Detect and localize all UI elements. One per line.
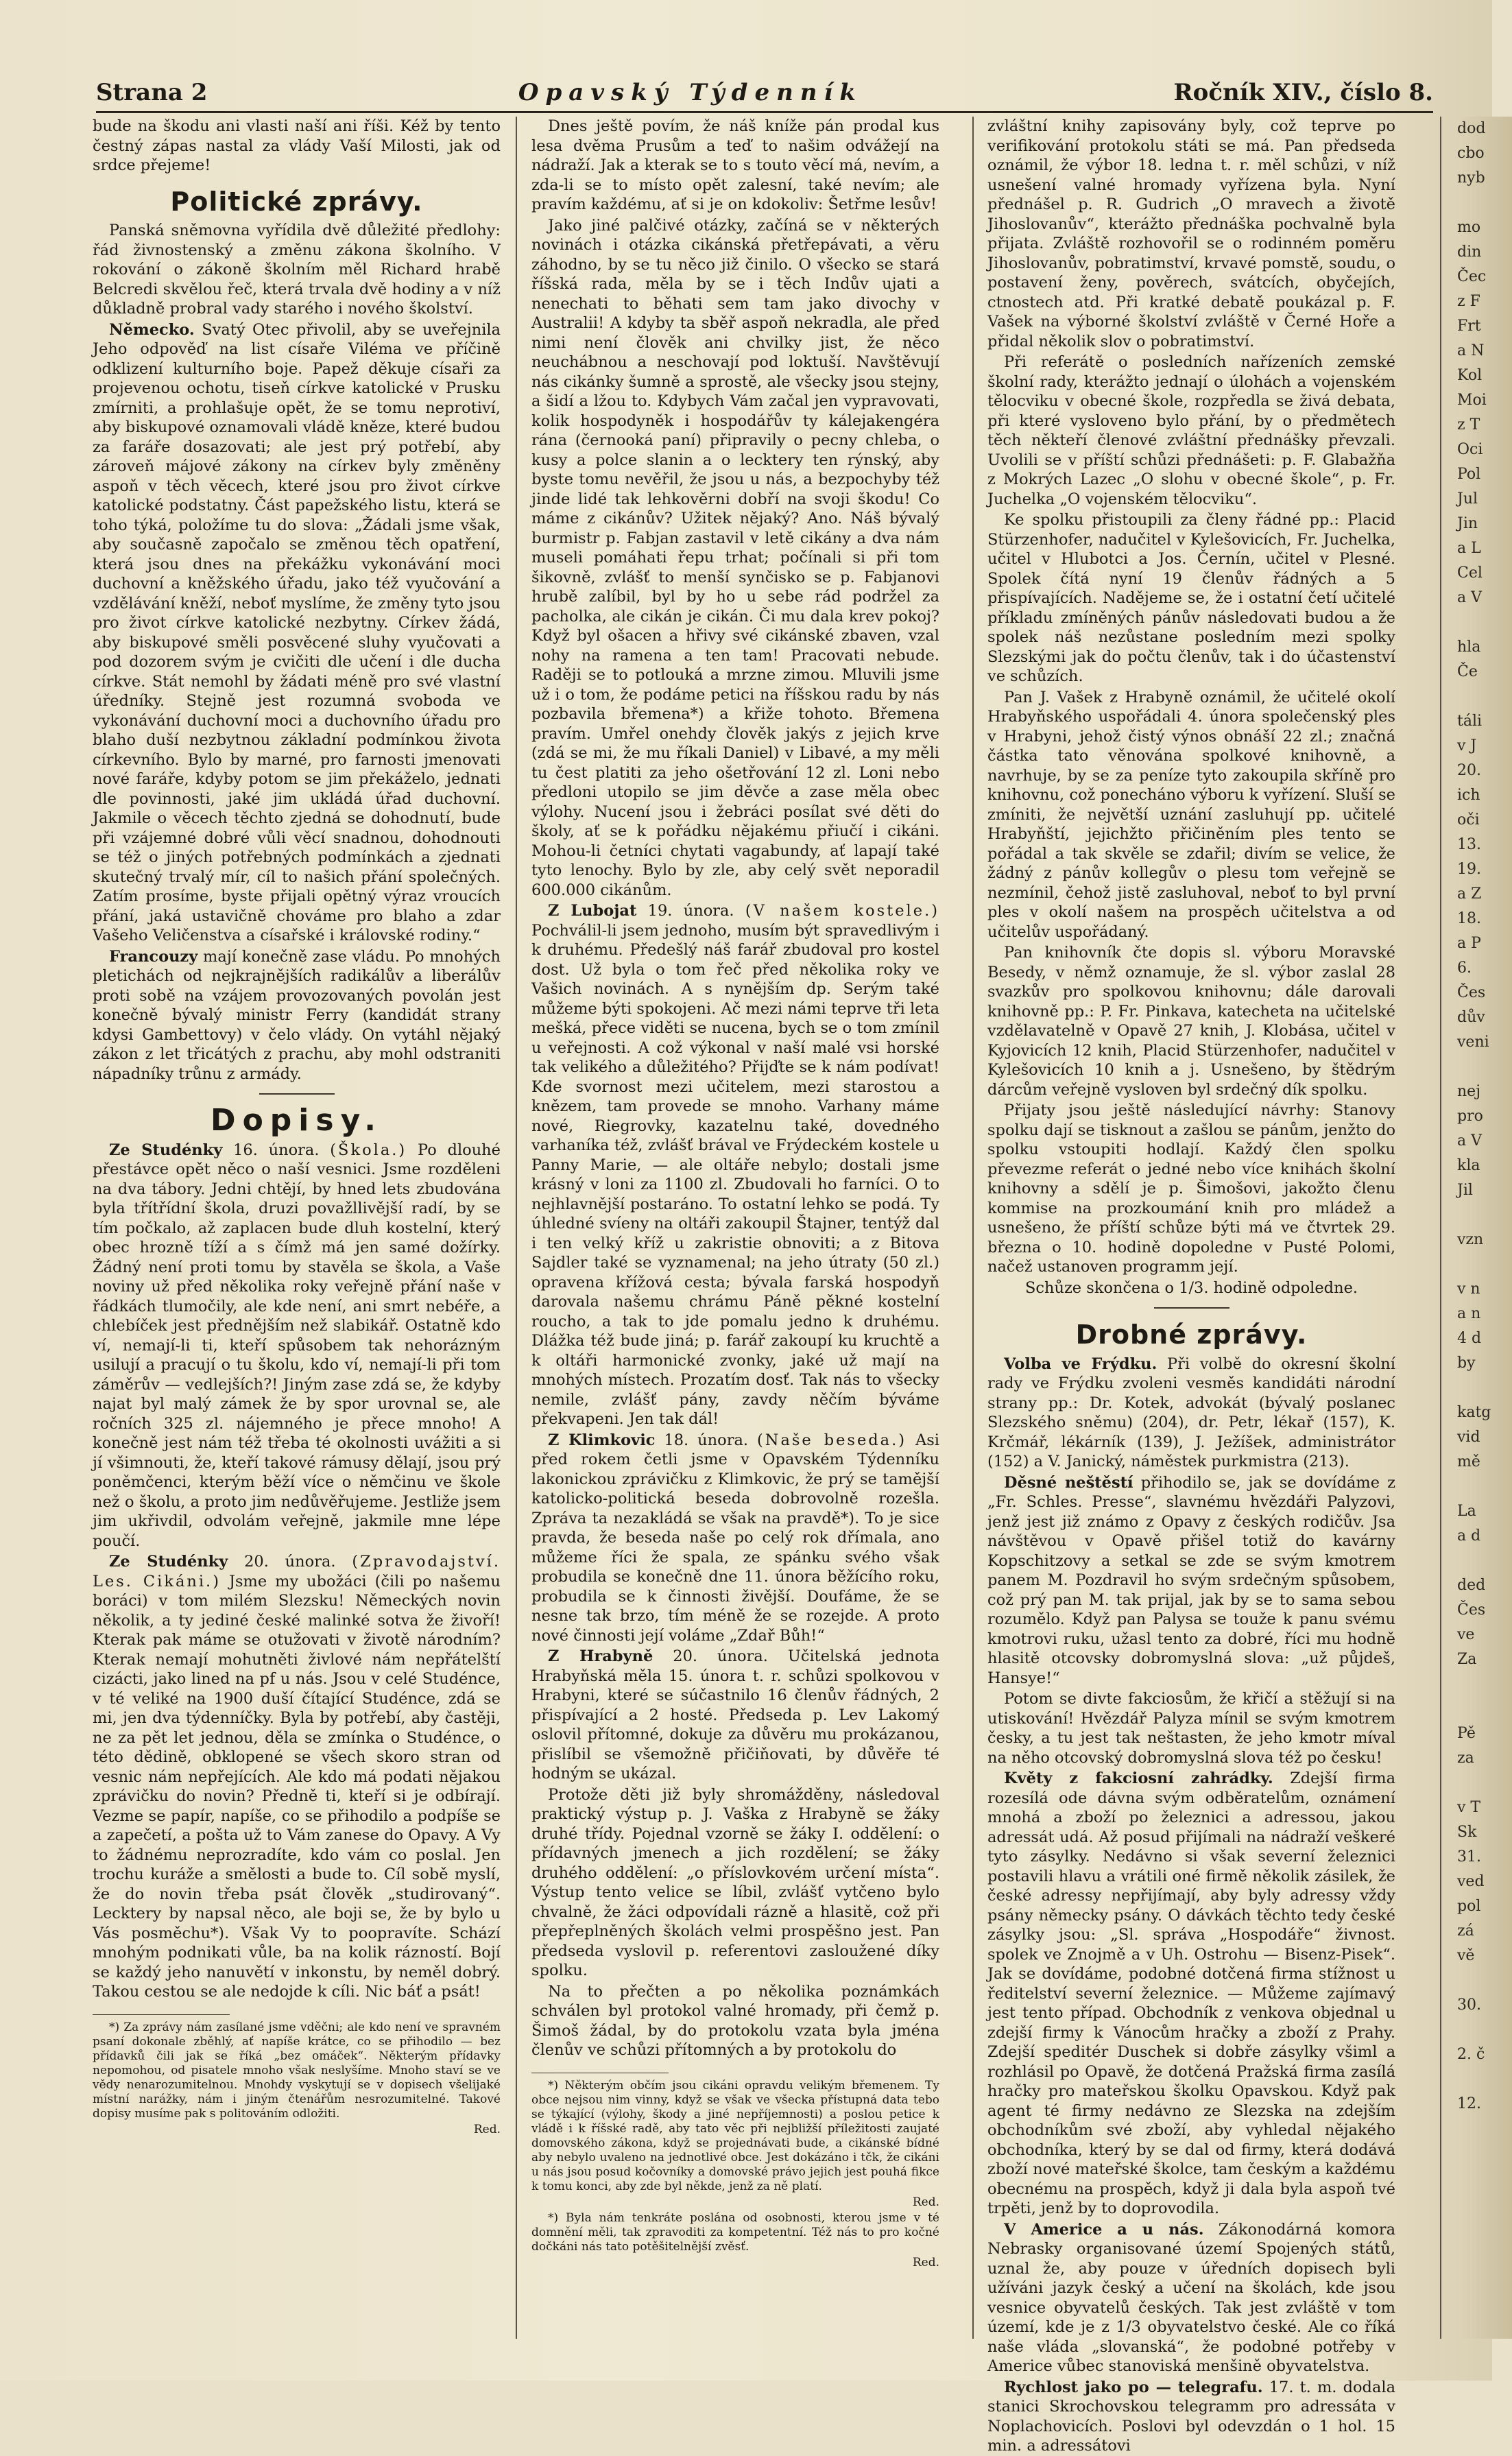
letter-topic: (V našem kostele.)	[745, 902, 940, 920]
letter-date: 19. února.	[636, 902, 745, 920]
letter-date: 16. února.	[222, 1141, 331, 1159]
adjacent-page-text	[1457, 1376, 1512, 1400]
article-paragraph: Dnes ještě povím, že náš kníže pán prodal kus lesa dvěma Prusům a teď to našim odvážejí na nádraží. Jak a kterak se to s touto věcí má, nevím, a zda-li se to místo opět zalesní, také nevím; ale pravím každému, ať si je on kdokoliv: Šetřme lesův!	[531, 117, 939, 213]
adjacent-page-text: a P	[1457, 935, 1481, 952]
adjacent-page-text: pol	[1457, 1898, 1481, 1915]
article-continuation: bude na škodu ani vlasti naší ani říši. Kéž by tento čestný zápas nastal za vlády Vaší Milosti, jak od srdce přejeme!	[93, 117, 501, 174]
letter-lead: Ze Studénky	[109, 1141, 223, 1159]
adjacent-page-text: 30.	[1457, 1996, 1481, 2014]
adjacent-page-text: Pol	[1457, 466, 1481, 483]
section-heading-news: Drobné zprávy.	[1075, 1320, 1308, 1350]
adjacent-page-text: 18.	[1457, 910, 1481, 927]
adjacent-page-text: vě	[1457, 1947, 1475, 1964]
adjacent-page-text: Čes	[1457, 984, 1486, 1001]
article-paragraph: Pan knihovník čte dopis sl. výboru Moravské Besedy, v němž oznamuje, že sl. výbor zaslal 28 svazkův pro spolkovou knihovnu; dále darovali knihovně pp.: P. Fr. Pinkava, katecheta na učitelské vzdělavatelně v Opavě 27 knih, J. Klobása, učitel v Kyjovicích 12 knih, Placid Stürzenhofer, nadučitel v Kylešovicích 10 knih a j. Usnešeno, by štědrým dárcům veřejně vysloven byl srdečný dík spolku.	[987, 944, 1395, 1099]
letter-paragraph	[531, 901, 939, 1429]
adjacent-page-text: ded	[1457, 1577, 1486, 1594]
letter-paragraph	[93, 1141, 501, 1551]
adjacent-page-text	[1457, 1203, 1512, 1228]
footnote: *) Byla nám tenkráte poslána od osobnosti, kterou jsme v té domnění měli, tak zpravoditi za kompetentní. Též nás to pro kočné dočkáni nás tato potěšitelnější zvěsť.	[531, 2210, 939, 2254]
adjacent-page-text: nyb	[1457, 169, 1485, 187]
adjacent-page-text: a V	[1457, 589, 1482, 606]
letter-text: Po dlouhé přestávce opět něco o naší vesnici. Jsme rozděleni na dva tábory. Jedni chtějí, by hned lets zbudována byla třítřídní škola, druzi považllivější radí, by se tím počkalo, až zaplacen bude dluh kostelní, který obec hrozně tíží a s čímž má jen samé dožírky. Žádný není proti tomu by stavěla se škola, a Vaše noviny už před několika roky veřejně přání naše v řádkách tlumočily, ale kde není, ani smrt nebéře, a chlebíček jest přednějším než slabikář. Ostatně kdo ví, nemají-li ti, kteří spůsobem tak nehorázným usilují a pracují o tu školu, kdo ví, nemají-li při tom záměrův — vedlejších?! Jiným zase zdá se, že kdyby najat byl malý zámek že by spor urovnal se, ale ročních 325 zl. nájemného je přece mnoho! A konečně jest nám též třeba té okolnosti uvážiti a si jí všimnouti, že, kteří takové rámusy dělají, jsou prý poněmčenci, kterým běží více o němčinu ve škole než o školu, a proto jim nedůvěřujeme. Jestliže jsem jim ukřivdil, odvolám veřejně, jakmile mne lépe poučí.	[93, 1141, 501, 1550]
news-item	[987, 2220, 1395, 2376]
letter-text: Pochválil-li jsem jednoho, musím být spravedlivým i k druhému. Předešlý náš farář zbudoval pro kostel dost. Už byla o tom řeč před několika roky ve Vašich novinách. A s nynějším dp. Serým také můžeme býti spokojeni. Ač mezi námi teprve tři leta mešká, přece viděti se nucena, bych se o tom zmínil u veřejnosti. A což výkonal v naší malé vsi horské tak velikého a důležitého? Přijďte se k nám podívat! Kde svornost mezi učitelem, mezi starostou a knězem, tam provede se mnoho. Varhany máme nové, Riegrovky, kazatelnu také, dovedného varhaníka též, zvlášť brával ve Frýdeckém kostele u Panny Marie, — ale oltáře nebylo; dostali jsme krásný v loni za 1100 zl. Zbudovali ho farníci. O to nejhlavnější postaráno. To ostatní lehko se podá. Ty úhledné svíeny na oltáři zakoupil Štajner, tentýž dal i ten velký kříž u zakristie obnoviti; a z Bitova Sajdler také se vyznamenal; na jeho útraty (50 zl.) opravena křížová cesta; bývala farská hospodyň darovala našemu chrámu Páně pěkné kostelní roucho, a tak to jde pomalu jedno k druhému. Dlážka též bude jiná; p. farář zakoupí ku kruchtě a k oltáři harmonické zvonky, jaké už mají na mnohých místech. Prozatím dosť. Tak nás to všecky nemile, zvlášť pány, zavdy něčím býváme překvapeni. Jen tak dál!	[531, 921, 939, 1428]
adjacent-page-text: mo	[1457, 219, 1481, 236]
adjacent-page-text: z T	[1457, 416, 1480, 433]
letter-text: Asi před rokem četli jsme v Opavském Týdenníku lakonickou zprávičku z Klimkovic, že prý se tamější katolicko-politická beseda dobrovolně rozešla. Zpráva ta nezakládá se však na pravdě*). To je sice pravda, že beseda naše po celý rok dřímala, ano můžeme říci že spala, ze spánku svého však probudila se konečně dne 11. února běžícího roku, probudila se k činnosti živější. Doufáme, že se nesne tak brzo, tím méně že se rozejde. A proto nové činnosti její voláme „Zdař Bůh!“	[531, 1431, 939, 1645]
adjacent-page-text	[1457, 684, 1512, 709]
letter-text: Učitelská jednota Hrabyňská měla 15. února t. r. schůzi spolkovou v Hrabyni, které se súčastnilo 16 členův řádných, 2 přispívající a 2 hosté. Předseda p. Lev Lakomý oslovil přítomné, dokuje za důvěru mu prokázanou, přislíbil se všemožně přičiňovati, by důvěře té hodným se ukázal.	[531, 1647, 939, 1783]
article-paragraph: Protože děti již byly shromážděny, následoval praktický výstup p. J. Vaška z Hrabyně se žáky druhé třídy. Pojednal vzorně se žáky I. oddělení: o přídavných jmenech a jich rozdělení; se žáky druhého oddělení: „o příslovkovém určení místa“. Výstup tento velice se líbil, zvlášť vytčeno bylo chvalně, že žáci odpovídali rázně a hlasitě, což při přepřeplněných školách velmi prospěšno jest. Pan předseda vyslovil p. referentovi zasloužené díky spolku.	[531, 1785, 939, 1979]
news-text: Zákonodárná komora Nebrasky organisované území Spojených států, uznal že, aby pouze v úředních dopisech byli užíváni jazyk český a učení na školách, kde jsou vesnice obyvatelů českých. Tak jest zvláště v tom území, kde je z 1/3 obyvatelstvo české. Ale co říká naše vláda „slovanská“, že podobné potřeby v Americe vůbec stanoviská menšině obyvatelstva.	[987, 2220, 1395, 2375]
footnote-signature: Red.	[473, 2122, 501, 2136]
letter-paragraph	[93, 1552, 501, 2002]
news-text: přihodilo se, jak se dovídáme z „Fr. Schles. Presse“, slavnému hvězdáři Palyzovi, jenž jest již známo z Opavy z českých rodičův. Jsa návštěvou v Opavě přišel totiž do kavárny Kopschitzovy a setkal se zde se svým kmotrem panem M. Pozdravil ho svým srdečným spůsobem, což prý pan M. tak prijal, jak by se to sama sebou rozumělo. Když pan Palysa se touže k panu svému kmotrovi ruku, užasl tento za dobré, říci mu hodně hlasitě otcovsky dobromyslná slova: „už půjdeš, Hansye!“	[987, 1473, 1395, 1687]
adjacent-page-text: La	[1457, 1503, 1476, 1520]
adjacent-page-text: Pě	[1457, 1725, 1476, 1742]
article-paragraph: Pan J. Vašek z Hrabyně oznámil, že učitelé okolí Hrabyňského uspořádali 4. února společenský ples v Hrabyni, jehož čistý výnos obnáší 22 zl.; značná částka tato věnována spolkové knihovně, a navrhuje, by se za peníze tyto zakoupila skříně pro knihovnu, což ponecháno výboru k vyřízení. Sluší se zmíniti, že největší uznání zasluhují pp. učitelé Hrabyňští, jejichžto přičiněním ples tento se pořádal a tak skvěle se zdařil; divím se velice, že žádný z pánův kollegův o plesu tom veřejně se nezmínil, čehož jistě zasluhoval, neboť to byl první ples v okolí našem na prospěch učitelstva a od učitelův uspořádaný.	[987, 688, 1395, 941]
divider	[1154, 1307, 1229, 1309]
footnote: *) Některým občím jsou cikáni opravdu velikým břemenem. Ty obce nejsou nim vinny, když se však ve všecka přístupná data tebo se týkající (výlohy, škody a jiné nepříjemnosti) a poslou petice k vládě i k říšské radě, aby tato věc při nejbližší příležitosti zaujaté domovského zákona, když se projednávati bude, a cikánské bídné aby nebylo uvaleno na jednotlivé obce. Jest dokázáno i tčk, že cikáni u nás jsou posud kočovníky a domovské právo jejich jest pouhá fikce k tomu konci, aby zde byl někde, jenž za ně platí.	[531, 2078, 939, 2193]
adjacent-page-text: vzn	[1457, 1231, 1484, 1248]
adjacent-page-text	[1457, 1055, 1512, 1080]
footnote-signature: Red.	[912, 2195, 939, 2209]
adjacent-page-text: Če	[1457, 663, 1478, 680]
adjacent-page-text: Frt	[1457, 318, 1481, 335]
letter-lead: Z Lubojat	[548, 902, 637, 920]
adjacent-page-text: Moi	[1457, 392, 1487, 409]
adjacent-page-text: ved	[1457, 1873, 1485, 1890]
column-3	[987, 117, 1395, 2455]
column-rule	[1440, 117, 1441, 2339]
adjacent-page-text: zá	[1457, 1922, 1474, 1940]
adjacent-page-text: a Z	[1457, 885, 1482, 903]
masthead	[96, 63, 1433, 113]
adjacent-page-text: dod	[1457, 120, 1486, 137]
adjacent-page-text: Sk	[1457, 1824, 1477, 1841]
adjacent-page-text: Jul	[1457, 490, 1478, 508]
letter-topic: (Škola.)	[330, 1141, 407, 1159]
letter-paragraph	[531, 1647, 939, 1784]
adjacent-page-text: Oci	[1457, 441, 1483, 458]
letter-lead: Z Hrabyně	[548, 1647, 653, 1665]
adjacent-page-text	[1457, 1968, 1512, 1993]
letter-paragraph	[531, 1431, 939, 1646]
adjacent-page-text	[1457, 1771, 1512, 1796]
footnote-signature: Red.	[912, 2255, 939, 2269]
news-lead: Květy z fakciosní zahrádky.	[1004, 1769, 1273, 1787]
article-lead: Francouzy	[109, 947, 198, 966]
adjacent-page-text: za	[1457, 1750, 1474, 1767]
adjacent-page-text	[1457, 1549, 1512, 1573]
adjacent-page-text: veni	[1457, 1034, 1489, 1051]
letter-date: 20. února.	[653, 1647, 788, 1665]
newspaper-title: Opavský Týdenník	[518, 79, 863, 106]
page-number: Strana 2	[96, 79, 208, 106]
article-paragraph: Jako jiné palčivé otázky, začíná se v některých novinách i otázka cikánská přetřepávati, a věru záhodno, by se tu něco již činilo. O všecko se stará říšská rada, měla by se i těch Indův ujati a nenechati to běhati sem tam jako divochy v Australii! A kdyby ta sběř aspoň nekradla, ale před nimi není člověk ani chvilky jist, že něco neuchábnou a neschovají pod loktuší. Navštěvují nás cikánky šumně a sprostě, ale všecky jsou stejny, a šidí a lžou to. Kdybych Vám začal jen vypravovati, kolik hospodyněk i hospodářův ty kálejakengéra rána (černooká paní) připravily o pecny chleba, o kusy a polce slanin a o lecktery ten rýnský, aby byste tomu nevěřil, že jsou u nás, a bezpochyby též jinde lidé tak lehkověrni dobří na svoji škodu! Co máme z cikánův? Užitek nějaký? Ano. Náš bývalý burmistr p. Fabjan zastavil v letě cikány a dva nám museli pomáhati řepu trhat; počínali si při tom šikovně, zvlášť to menší synčisko se p. Fabjanovi hrubě zalíbil, byl by ho u sebe rád podržel za pacholka, ale cikán je cikán. Či mu dala krev pokoj? Když byl ošacen a hřivy své cikánské zbaven, vzal nohy na ramena a ten tam! Pracovati nebude. Raději se to potlouká a mrzne zimou. Mluvili jsme už i o tom, že podáme petici na říšskou radu by nás pozbavila břemena*) a křiže tohoto. Břemena pravím. Umřel onehdy člověk jakýs z jejich krve (zdá se mi, že mu říkali Daniel) v Libavé, a my měli tu čest platiti za jeho ošetřování 12 zl. Loni nebo předloni utopilo se jim děvče a zase měla obec výlohy. Nucení jsou i žebráci posílat své děti do školy, ať se k pořádku nějakému přiučí i cikáni. Mohou-li četníci chytati vagabundy, ať lapají také tyto lenochy. Bylo by zle, aby celý svět neporadil 600.000 cikánům.	[531, 216, 939, 899]
adjacent-page-text: pro	[1457, 1108, 1483, 1125]
adjacent-page-text: táli	[1457, 713, 1483, 730]
news-item: Potom se divte fakciosům, že křičí a stěžují si na utiskování! Hvězdář Palyza mínil se svým kmotrem česky, a tu jest tak neštasten, že jeho kmotr míval na něho otcovský dobromyslná slova též po česku!	[987, 1690, 1395, 1767]
adjacent-page-text	[1457, 1697, 1512, 1721]
letter-date: 20. února.	[228, 1553, 352, 1571]
adjacent-page-text: a d	[1457, 1527, 1481, 1545]
adjacent-page-text: Jil	[1457, 1182, 1473, 1199]
news-lead: V Americe a u nás.	[1004, 2220, 1204, 2239]
adjacent-page-text: Jin	[1457, 515, 1478, 532]
column-2	[531, 117, 939, 2359]
article-closing: Schůze skončena o 1/3. hodině odpoledne.	[1024, 1278, 1358, 1297]
adjacent-page-text: Za	[1457, 1651, 1477, 1668]
column-rule	[516, 117, 517, 2339]
article-paragraph: Na to přečten a po několika poznámkách schválen byl protokol valné hromady, při čemž p. Šimoš žádal, by do protokolu vzata byla jména členův ve schůzi přítomných a by protokolu do	[531, 1982, 939, 2059]
adjacent-page-text: ich	[1457, 787, 1480, 804]
adjacent-page-text	[1457, 2018, 1512, 2042]
adjacent-page-text: ve	[1457, 1626, 1475, 1643]
article-paragraph: Panská sněmovna vyřídila dvě důležité předlohy: řád živnostenský a změnu zákona školního. V rokování o zákoně školním měl Richard hrabě Belcredi skvělou řeč, která trvala dvě hodiny a v níž důkladně probral vady starého i nového školství.	[93, 222, 501, 318]
article-paragraph: Ke spolku přistoupili za členy řádné pp.: Placid Stürzenhofer, nadučitel v Kylešovicích, Fr. Juchelka, učitel v Hlubotci a Jos. Černín, učitel v Plesné. Spolek čítá nyní 19 členův řádných a 5 přispívajících. Nadějeme se, že i ostatní četí učitelé příkladu zmíněných pánův následovati budou a že spolek náš nezůstane posledním mezi spolky Slezskými jak do počtu členův, tak i do účastenství ve schůzích.	[987, 511, 1395, 685]
adjacent-page-text	[1457, 191, 1512, 215]
adjacent-page-text: 6.	[1457, 959, 1472, 977]
adjacent-page-text	[1457, 610, 1512, 635]
letter-date: 18. února.	[655, 1431, 757, 1449]
adjacent-page-text: nej	[1457, 1083, 1481, 1100]
adjacent-page-text: cbo	[1457, 145, 1485, 162]
adjacent-page-text: v J	[1457, 737, 1477, 754]
news-item	[987, 1355, 1395, 1472]
adjacent-page-text: 2. č	[1457, 2046, 1485, 2063]
adjacent-page-text: z F	[1457, 293, 1480, 310]
news-text: Zdejší firma rozesílá ode dávna svým odběratelům, oznámení mnohá a zboží po železnici a adressou, jakou adressát udá. Až posud přijímali na nádraží veškeré tyto zásylky. Nedávno si však severní železnici postavili hlavu a vrátili oné firmě několik zásilek, že české adressy nepřijímají, aby byly adressy vždy psány německy psány. O dávkách těchto tedy české zásylky jsou: „Sl. správa „Hospodáře“ živnost. spolek ve Znojmě a v Uh. Ostrohu — Bisenz-Pisek“. Jak se dovídáme, podobné dotčená firma stížnost u ředitelství severní železnice. — Můžeme zajímavý jest tento případ. Obchodník z venkova objednal u zdejší firmy k Vánocům hračky a zboží z Prahy. Zdejší speditér Duschek si dobře zásylky všiml a rozhlásil po Opavě, že dotčená Pražská firma zasílá hračky pro mateřskou školku Opavskou. Když pak agent té firmy nedávno ze Slezska na zdejším obchodníkům své zboží, aby vyhledal nějakého obchodníka, který by se dal od firmy, která dodává zboží nové mateřské školce, tam českým a každému obecnému na prospěch, když ji dala byla aspoň tvé trpěti, jenž by to doprovodila.	[987, 1769, 1395, 2217]
adjacent-page-text: a n	[1457, 1305, 1481, 1322]
article-continuation: zvláštní knihy zapisovány byly, což teprve po verifikování protokolu státi se má. Pan předseda oznámil, že výbor 18. ledna t. r. měl schůzi, v níž usnešení valné hromady vyřízena byla. Nyní přednášel p. R. Gudrich „O mravech a životě Jihoslovanův“, kterážto přednáška pochvalně byla přijata. Zvláště rozhovořil se o rodinném poměru Jihoslovanův, pobratimství, krvavé pomstě, soudu, o postavení ženy, pověrech, svátcích, obyčejích, ctnostech atd. Při kratké debatě poukázal p. F. Vašek na výborné školství zvláště v Černé Hoře a přidal několik slov o pobratimství.	[987, 117, 1395, 350]
adjacent-page-text: by	[1457, 1355, 1476, 1372]
adjacent-page-text: Čec	[1457, 268, 1487, 285]
adjacent-page-text: katg	[1457, 1404, 1491, 1421]
adjacent-page-text: vid	[1457, 1429, 1480, 1446]
article-text: mají konečně zase vládu. Po mnohých pletichách od nejkrajnějších radikálův a liberálův proti sobě na vzájem provozovaných povolán jest konečně bývalý ministr Ferry (kandidát strany kdysi Gambettovy) v čelo vlády. On vytáhl nějaký zákon z let třicátých z prachu, aby mohl odstraniti nápadníky trůnu z armády.	[93, 947, 501, 1083]
adjacent-page-text: a L	[1457, 540, 1481, 557]
adjacent-page-text: 31.	[1457, 1848, 1481, 1865]
news-text: 17. t. m. dodala stanici Skrochovskou telegramm pro adressáta v Noplachovicích. Poslovi byl odevzdán o 1 hol. 15 min. a adressátovi	[987, 2378, 1395, 2455]
footnote-rule	[93, 2014, 230, 2015]
news-lead: Rychlost jako po — telegrafu.	[1004, 2378, 1263, 2396]
news-item	[987, 1473, 1395, 1689]
adjacent-page-text: v T	[1457, 1799, 1481, 1816]
column-1	[93, 117, 501, 2359]
issue-number: Ročník XIV., číslo 8.	[1173, 79, 1433, 106]
article-paragraph: Při referátě o posledních nařízeních zemské školní rady, kterážto jednají o úlohách a vojenském tělocviku v obecné škole, rozpředla se živá debata, při které vysloveno bylo přání, by o předmětech těch někteří členové zvláštní přednášky převzali. Uvolili se v příští schůzi přednášeti: p. F. Glabažňa z Mokrých Lazec „O slohu v obecné škole“, p. Fr. Juchelka „O vojenském tělocviku“.	[987, 353, 1395, 508]
section-heading-letters: Dopisy.	[211, 1103, 383, 1138]
adjacent-page-text: oči	[1457, 811, 1480, 828]
article-paragraph	[93, 947, 501, 1084]
adjacent-page-text: Cel	[1457, 564, 1483, 582]
adjacent-page-text: a V	[1457, 1132, 1482, 1149]
news-lead: Volba ve Frýdku.	[1004, 1355, 1157, 1373]
news-item	[987, 1769, 1395, 2219]
divider	[259, 1093, 335, 1095]
news-text: Při volbě do okresní školní rady ve Frýdku zvoleni vesměs kandidáti národní strany pp.: Dr. Kotek, advokát (bývalý poslanec Slezského sněmu) (204), dr. Petr, lékař (157), K. Krčmář, lékárník (139), J. Ježíšek, administrátor (152) a V. Janický, náměstek purkmistra (213).	[987, 1355, 1395, 1470]
adjacent-page-text	[1457, 2067, 1512, 2092]
article-paragraph: Přijaty jsou ještě následující návrhy: Stanovy spolku dají se tisknout a zašlou se pánům, jenžto do spolku vstoupiti hodlají. Každý člen spolku převezme referát o jedné nebo více knihách školní knihovny a sdělí je p. Šimošovi, jakožto členu kommise na prozkoumání knih pro mládež a usnešeno, že příští schůze býti má ve čtvrtek 29. března o 10. hodině dopoledne v Pusté Polomi, načež ustanoven programm její.	[987, 1101, 1395, 1276]
article-lead: Německo.	[109, 320, 195, 339]
adjacent-page-text: Kol	[1457, 367, 1483, 384]
adjacent-page-text: a N	[1457, 342, 1485, 359]
adjacent-page-text	[1457, 1672, 1512, 1697]
section-heading-politics: Politické zprávy.	[170, 186, 423, 217]
adjacent-page-text: hla	[1457, 639, 1481, 656]
news-lead: Děsné neštěstí	[1004, 1473, 1133, 1492]
adjacent-page-text: kla	[1457, 1157, 1480, 1174]
article-text: Svatý Otec přivolil, aby se uveřejnila Jeho odpověď na list císaře Viléma ve příčině odklizení kulturního boje. Papež děkuje císaři za projevenou ochotu, tiseň církve katolické v Prusku zmírniti, a prohlašuje opět, že se tomu neprotiví, aby biskupové oznamovali vládě kněze, které budou za faráře dosazovati; ale jest prý potřebí, aby zároveň májové zákony na církev byly změněny aspoň v těch věcech, které jsou pro život církve katolické podstatny. Část papežského listu, která se toho týká, položíme tu do slova: „Žádali jsme však, aby současně započalo se změnou těch opatření, která jsou dnes na překážku vykonávání moci duchovní a kněžského úřadu, jako též vyučování a vzdělávání kněží, neboť myslíme, že změny tyto jsou pro život církve katolické nezbytny. Církev žádá, aby biskupové směli posvěcené sluhy vyučovati a pod dozorem svým je cvičiti dle učení i dle ducha církve. Stát nemohl by žádati méně pro své vlastní úředníky. Stejně jest rozumná svoboda ve vykonávání duchovní moci a duchovního úřadu pro blaho duší nezbytnou základní podmínkou života církevního. Bylo by marné, pro farnosti jmenovati nové faráře, kdyby potom se jim překáželo, jednati dle povinnosti, jaké jim ukládá úřad duchovní. Jakmile o věcech těchto zjedná se dohodnutí, bude při vzájemné dobré vůli věcí snadnou, dohodnouti se též o jiných potřebných podmínkách a zjednati skutečný trvalý mír, cíl to našich přání společných. Zatím prosíme, byste přijali opětný výraz vroucích přání, jaká ustavičně chováme pro blaho a zdar Vašeho Veličenstva a císařské i královské rodiny.“	[93, 320, 501, 944]
adjacent-page-text	[1457, 1475, 1512, 1499]
adjacent-page-text: 4 d	[1457, 1330, 1482, 1347]
adjacent-page-text: 19.	[1457, 861, 1481, 878]
adjacent-page-fragment	[1457, 117, 1512, 2339]
adjacent-page-text: 20.	[1457, 762, 1481, 779]
adjacent-page-text: 13.	[1457, 836, 1481, 853]
letter-topic: (Zpravodajství. Les. Cikáni.)	[93, 1553, 501, 1590]
letter-lead: Z Klimkovic	[548, 1431, 656, 1449]
column-rule	[972, 117, 974, 2339]
adjacent-page-text: dův	[1457, 1009, 1485, 1026]
adjacent-page-text: mě	[1457, 1453, 1480, 1470]
adjacent-page-text: din	[1457, 243, 1482, 261]
letter-text: Jsme my ubožáci (čili po našemu boráci) v tom milém Slezsku! Německých novin několik, a ty jediné české malinké sotva že živoří! Kterak pak máme se otužovati v životě národním? Kterak nemají mohutněti živlové nám nepřátelští cizácti, jako lined na pf u nás. Jsou v celé Studénce, v té veliké na 1900 duší čítající Studénce, zdá se mi, jen dva týdenníčky. Byla by potřebí, aby častěji, ne za pět let jednou, děla se zmínka o Studénce, o této dědině, obklopené se všech skoro stran od vesnic nám nepřejících. Ale kdo má podati nějakou zprávičku do novin? Předně ti, kteří si je odbírají. Vezme se papír, napíše, co se přihodilo a podpíše se a zapečetí, a pošta už to Vám zanese do Opavy. A Vy to žádnému neprozradíte, kdo vám co poslal. Jen trochu kuráže a smělosti a bude to. Cíl sobě myslí, že do novin třeba psát člověk „studirovaný“. Lecktery by napsal něco, ale boji se, že by bylo u Vás posměchu*). Však Vy to poopravíte. Schází mnohým podnikati vůle, ba na kolik rázností. Bojí se každý jeho nanuvětí v inkonstu, by neměl dobrý. Takou cestou se ale nedojde k cíli. Nic báť a psát!	[93, 1572, 501, 2001]
adjacent-page-text: v n	[1457, 1280, 1480, 1298]
adjacent-page-text: Čes	[1457, 1601, 1486, 1619]
letter-topic: (Naše beseda.)	[756, 1431, 907, 1449]
footnote: *) Za zprávy nám zasílané jsme vděčni; ale kdo není ve spravném psaní dokonale zběhlý, ať napíše krátce, co se přihodilo — bez přídavků čili jak se říká „bez omáček“. Některým přídavky nepomohou, od pisatele mnoho však neslyšíme. Mnoho staví se ve vědy nenarozumitelnou. Mnohdy vyskytují se v dopisech všelijaké místní narážky, nám i jiným čtenářům nesrozumitelné. Takové dopisy musíme pak s politováním odložiti.	[93, 2020, 501, 2121]
letter-lead: Ze Studénky	[109, 1553, 228, 1571]
news-item	[987, 2378, 1395, 2456]
adjacent-page-text	[1457, 1252, 1512, 1277]
adjacent-page-text: 12.	[1457, 2095, 1481, 2112]
article-paragraph	[93, 320, 501, 946]
